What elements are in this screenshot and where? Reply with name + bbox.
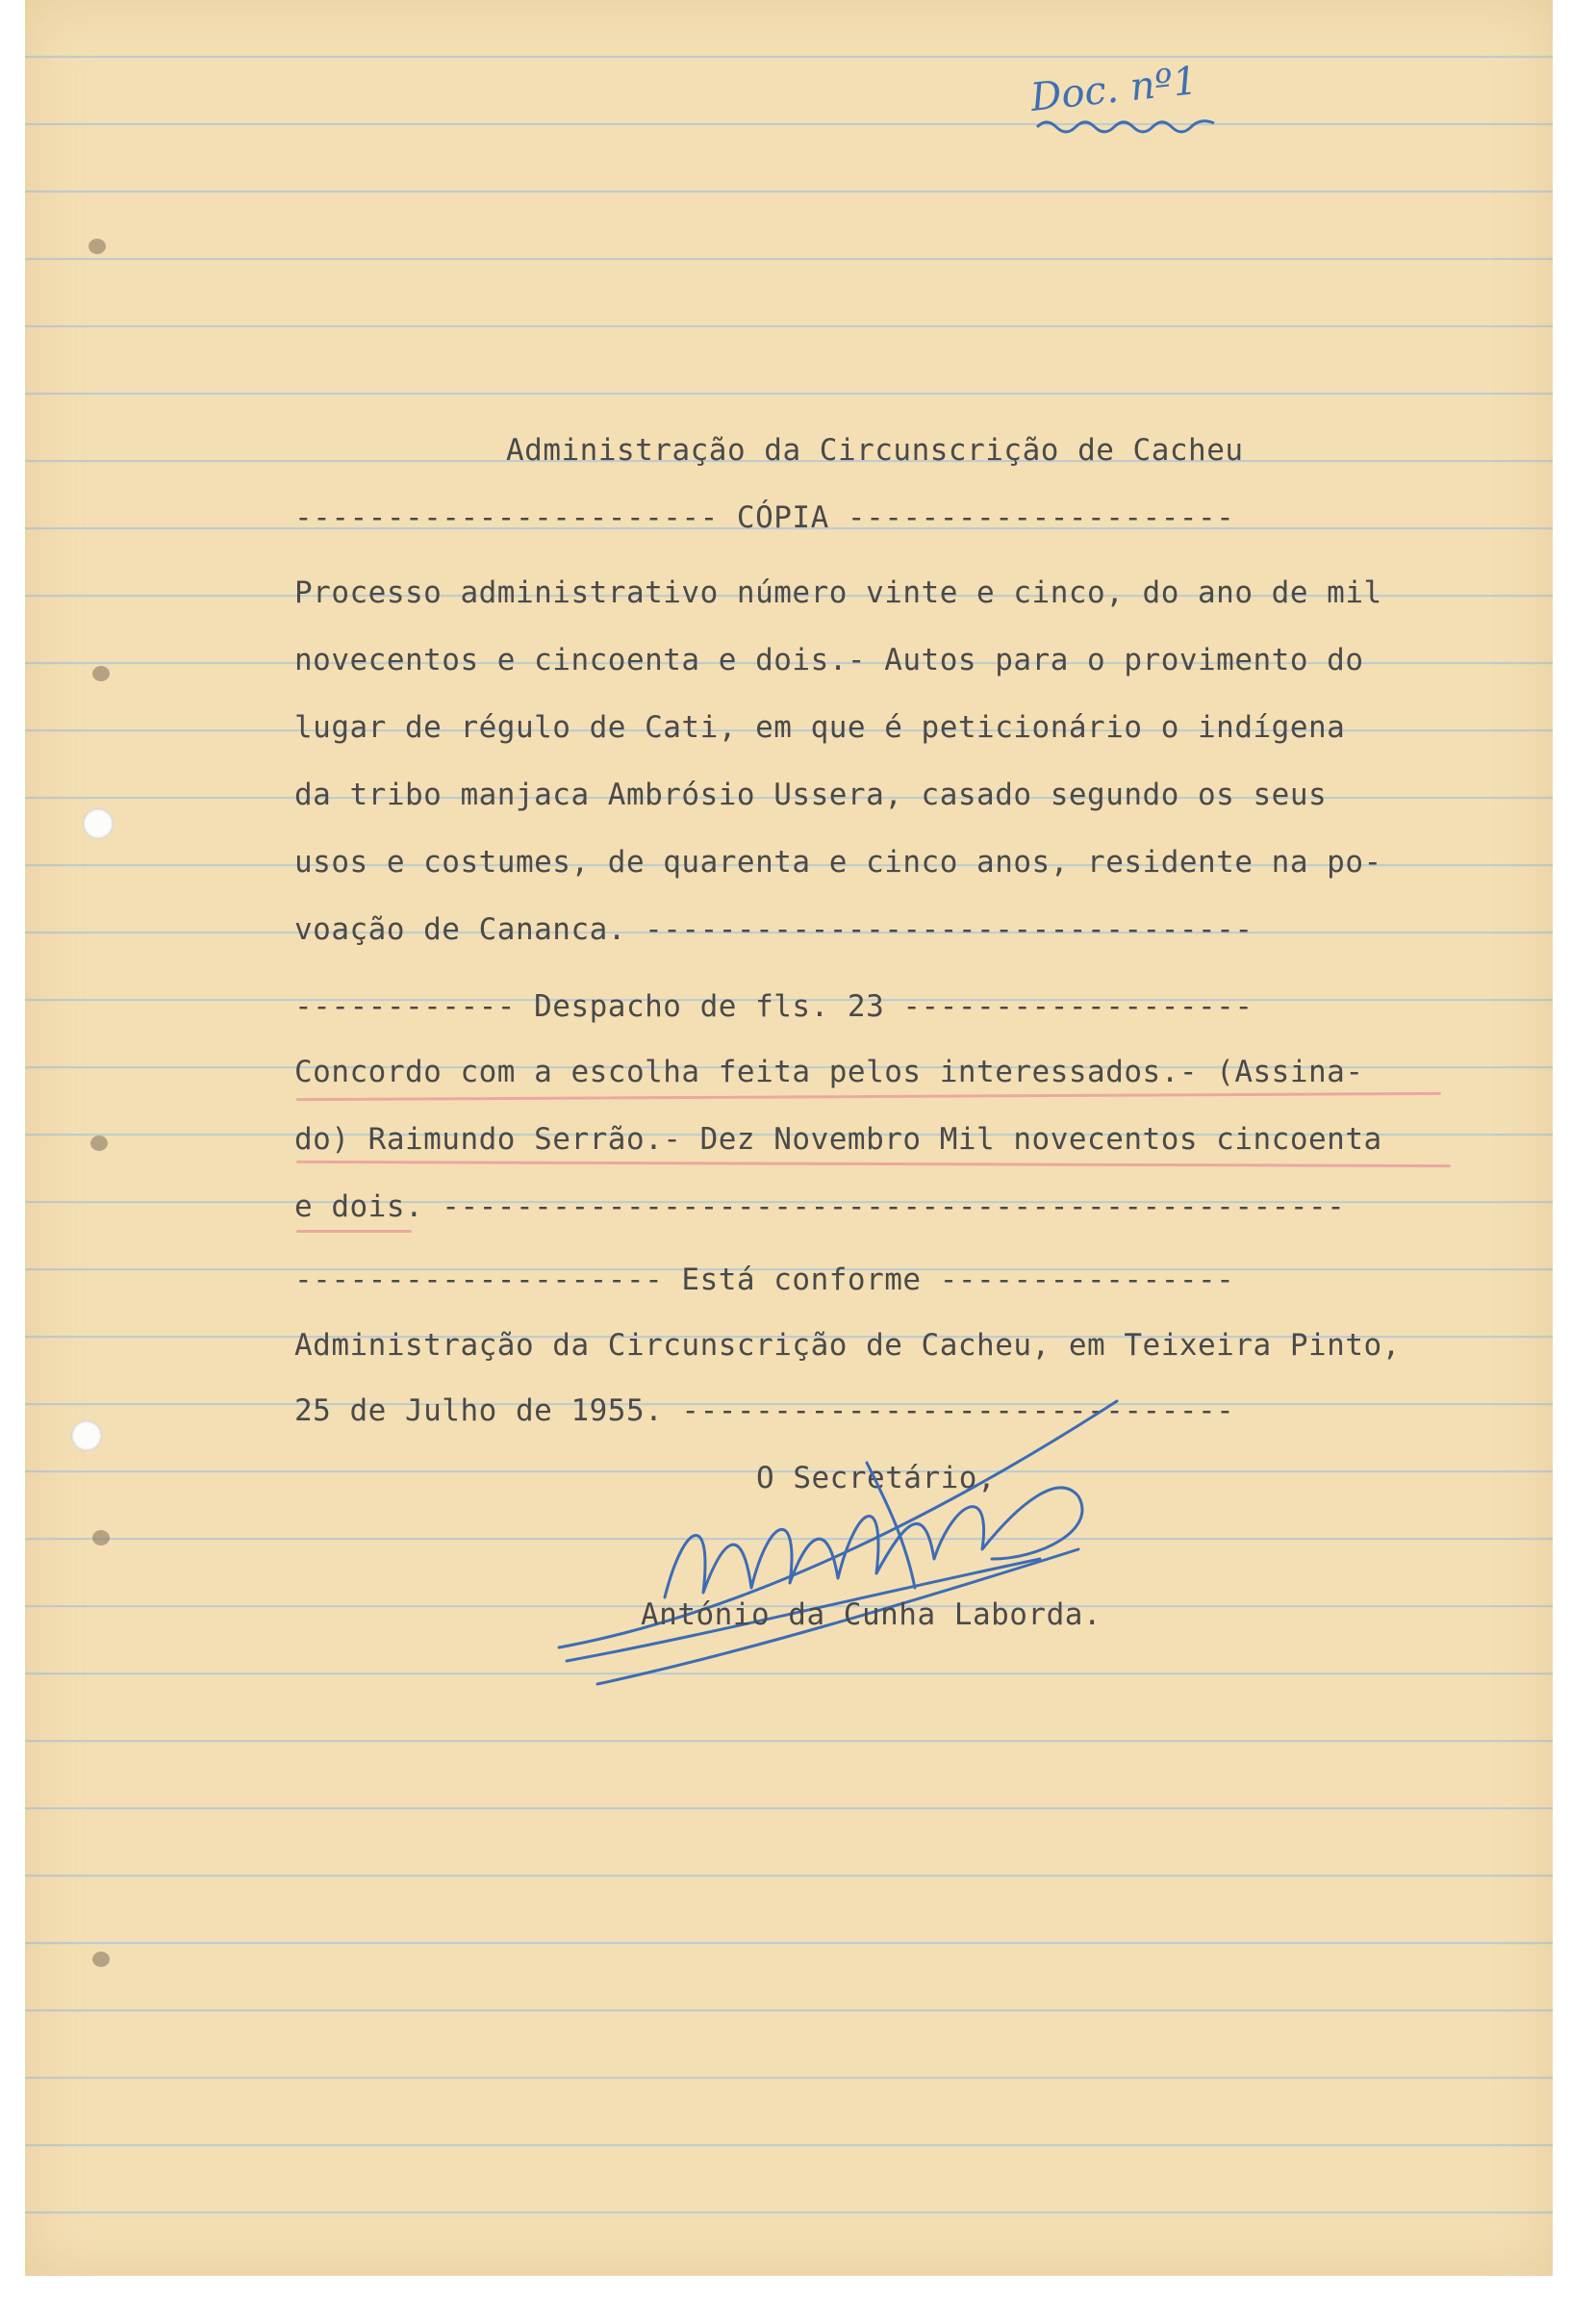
closing-line: Administração da Circunscrição de Cacheu, em Teixeira Pinto,	[294, 1328, 1401, 1363]
process-line: Processo administrativo número vinte e cinco, do ano de mil	[294, 575, 1382, 610]
handwritten-underline	[1035, 114, 1218, 137]
margin-mark	[89, 239, 106, 254]
process-line: usos e costumes, de quarenta e cinco anos, residente na po-	[294, 845, 1382, 880]
process-line: voação de Cananca. ---------------------------------	[294, 912, 1254, 947]
conforme-heading: -------------------- Está conforme ----------------	[294, 1263, 1235, 1297]
margin-mark	[92, 1952, 110, 1967]
despacho-heading: ------------ Despacho de fls. 23 -------------------	[294, 989, 1254, 1024]
closing-line: 25 de Julho de 1955. ------------------------------	[294, 1393, 1235, 1428]
document-sheet	[25, 0, 1553, 2276]
margin-mark	[92, 666, 110, 681]
process-line: novecentos e cincoenta e dois.- Autos para o provimento do	[294, 643, 1364, 677]
handwritten-doc-number: Doc. nº1	[1028, 59, 1200, 120]
process-line: lugar de régulo de Cati, em que é peticionário o indígena	[294, 710, 1346, 745]
copy-heading: ----------------------- CÓPIA ---------------------	[294, 500, 1235, 535]
despacho-line: Concordo com a escolha feita pelos interessados.- (Assina-	[294, 1055, 1364, 1089]
despacho-line: do) Raimundo Serrão.- Dez Novembro Mil novecentos cincoenta	[294, 1122, 1382, 1157]
red-underline	[296, 1230, 412, 1233]
red-underline	[296, 1092, 1441, 1101]
punch-hole-bottom	[71, 1420, 102, 1451]
margin-mark	[90, 1136, 108, 1151]
document-title: Administração da Circunscrição de Cacheu	[506, 433, 1244, 468]
signatory-title: O Secretário,	[756, 1461, 997, 1495]
signatory-name: António da Cunha Laborda.	[641, 1597, 1102, 1632]
margin-mark	[92, 1530, 110, 1545]
punch-hole-top	[83, 808, 114, 839]
process-line: da tribo manjaca Ambrósio Ussera, casado segundo os seus	[294, 778, 1328, 812]
despacho-line: e dois. -------------------------------------------------	[294, 1189, 1346, 1224]
red-underline	[296, 1161, 1451, 1167]
handwritten-signature	[540, 1395, 1136, 1713]
